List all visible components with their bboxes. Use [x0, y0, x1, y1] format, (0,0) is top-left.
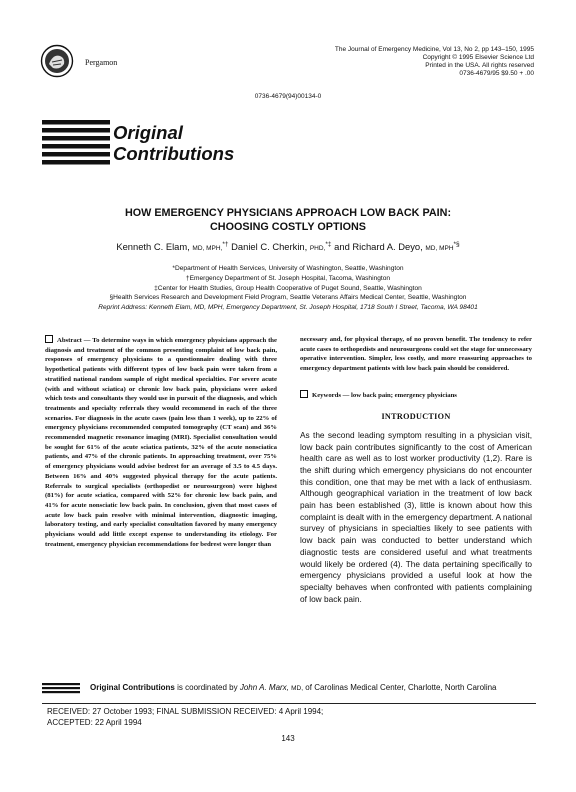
- editor-note: [90, 683, 535, 694]
- author-mark: *†: [222, 241, 229, 248]
- section-stripes-icon: [42, 120, 110, 166]
- article-title: [0, 206, 576, 234]
- abstract-text: Abstract — To determine ways in which emergency physicians approach the diagnosis and treatment of the common presenting complaint of low back pain, responses of emergency physicians to a questionnaire dealing with three hypothetical patients with different types of low back pain were taken from a stratified national random sample of eight medical specialties. For severe acute (with and without sciatica) or chronic low back pain, physicians were asked which tests and consultants they would use in pursuit of the diagnosis, and which treatments and specialty referrals they would recommend in each of the three scenarios. For diagnosis in the acute cases (pain less than 1 week), up to 22% of emergency physicians recommended computed tomography (CT scan) and 36% recommended magnetic resonance imaging (MRI). Specialist consultation would be sought for 61% of the acute sciatica patients, 32% of the acute nonsciatica patients, and 47% of the chronic patients. In approaching treatment, over 75% of emergency physicians would advise bedrest for an average of 3.5 to 4.5 days. Between 16% and 40% suggested physical therapy for the acute patients. Referrals to surgical specialists (orthopedist or neurosurgeon) were highest (81%) for acute sciatica, compared with 52% for chronic low back pain, and 41% for acute nonsciatic low back pain. In conclusion, given that most cases of acute low back pain resolve with minimal intervention, diagnostic imaging, laboratory testing, and early specialist consultation favored by many emergency physicians would add little except expense to understanding its etiology. For treatment, emergency physician recommendations for bedrest were longer than: [45, 337, 277, 548]
- reprint-address: Reprint Address: Kenneth Elam, MD, MPH, Emergency Department, St. Joseph Hospital, 1718 South I Street, Tacoma, WA 98401: [98, 304, 478, 312]
- abstract-box-icon: [45, 335, 53, 343]
- abstract-left-column: [45, 335, 277, 549]
- author-list: [0, 241, 576, 252]
- author-degree: MD, MPH,: [192, 245, 223, 253]
- author-name: Richard A. Deyo,: [352, 241, 423, 253]
- copyright-line: Copyright © 1995 Elsevier Science Ltd: [422, 54, 534, 61]
- footer-divider: [42, 703, 536, 704]
- received-line: RECEIVED: 27 October 1993; FINAL SUBMISSION RECEIVED: 4 April 1994;: [47, 707, 324, 716]
- editor-note-rest: of Carolinas Medical Center, Charlotte, North Carolina: [305, 683, 497, 692]
- article-title-line-1: HOW EMERGENCY PHYSICIANS APPROACH LOW BACK PAIN:: [124, 207, 452, 219]
- affiliation-line: ‡Center for Health Studies, Group Health Cooperative of Puget Sound, Seattle, Washington: [154, 284, 422, 292]
- publisher-name: Pergamon: [85, 58, 118, 67]
- editor-note-lead: Original Contributions: [90, 683, 175, 692]
- editor-note-mid: is coordinated by: [177, 683, 238, 692]
- page-number: 143: [281, 734, 295, 743]
- affiliations: [0, 264, 576, 313]
- keywords: [300, 390, 532, 399]
- introduction-heading: INTRODUCTION: [381, 411, 451, 421]
- keywords-box-icon: [300, 390, 308, 398]
- editor-note-lines-icon: [42, 682, 80, 694]
- accepted-line: ACCEPTED: 22 April 1994: [47, 717, 142, 727]
- author-name: Kenneth C. Elam,: [116, 241, 190, 253]
- journal-info: [274, 46, 534, 78]
- article-doi: 0736-4679(94)00134-0: [254, 93, 322, 100]
- affiliation-line: *Department of Health Services, University of Washington, Seattle, Washington: [172, 265, 404, 272]
- author-mark: *‡: [325, 241, 332, 248]
- section-heading: [113, 122, 234, 164]
- section-heading-line-1: Original: [113, 122, 183, 143]
- introduction-text: As the second leading symptom resulting in a physician visit, low back pain contributes significantly to the cost of American health care as well as to lost worker productivity (1,2). Rare is the shift during which emergency physicians do not encounter this condition, one that may be met with a lack of enthusiasm. Although geographical variation in the treatment of low back pain has been established (3), little is known about how this complaint is dealt with in the emergency department. A national survey of physicians in specialties likely to see patients with low back pain was conducted to better understand which diagnostic tests are considered useful and what treatments would likely be ordered (4). The data pertaining specifically to emergency physicians provided a useful look at how the specialty behaves when confronted with patients complaining of low back pain.: [300, 429, 532, 604]
- abstract-continuation: necessary and, for physical therapy, of no proven benefit. The tendency to refer acute cases to orthopedists and neurosurgeons could set the stage for unnecessary operative intervention. Simpler, less costly, and more reassuring approaches to emergency department patients with low back pain should be considered.: [300, 336, 532, 373]
- printed-line: Printed in the USA. All rights reserved: [425, 62, 534, 69]
- affiliation-line: §Health Services Research and Development Field Program, Seattle Veterans Affairs Medical Center, Seattle, Washington: [109, 294, 467, 302]
- affiliation-line: †Emergency Department of St. Joseph Hospital, Tacoma, Washington: [185, 274, 391, 282]
- section-heading-line-2: Contributions: [113, 143, 235, 164]
- journal-citation: The Journal of Emergency Medicine, Vol 13, No 2, pp 143–150, 1995: [334, 46, 534, 53]
- keywords-text: Keywords — low back pain; emergency physicians: [312, 391, 457, 399]
- publisher-logo-icon: [40, 44, 74, 78]
- editor-note-degree: MD,: [291, 685, 304, 692]
- editor-note-name: John A. Marx,: [239, 683, 289, 692]
- received-dates: [47, 707, 323, 728]
- right-column: [300, 335, 532, 605]
- author-name: Daniel C. Cherkin,: [231, 241, 308, 253]
- author-mark: *§: [453, 241, 460, 248]
- article-title-line-2: CHOOSING COSTLY OPTIONS: [210, 221, 366, 233]
- issn-price-line: 0736-4679/95 $9.50 + .00: [459, 70, 534, 77]
- author-degree: PHD,: [309, 245, 326, 253]
- author-conjunction: and: [334, 241, 350, 253]
- author-degree: MD, MPH: [425, 245, 454, 253]
